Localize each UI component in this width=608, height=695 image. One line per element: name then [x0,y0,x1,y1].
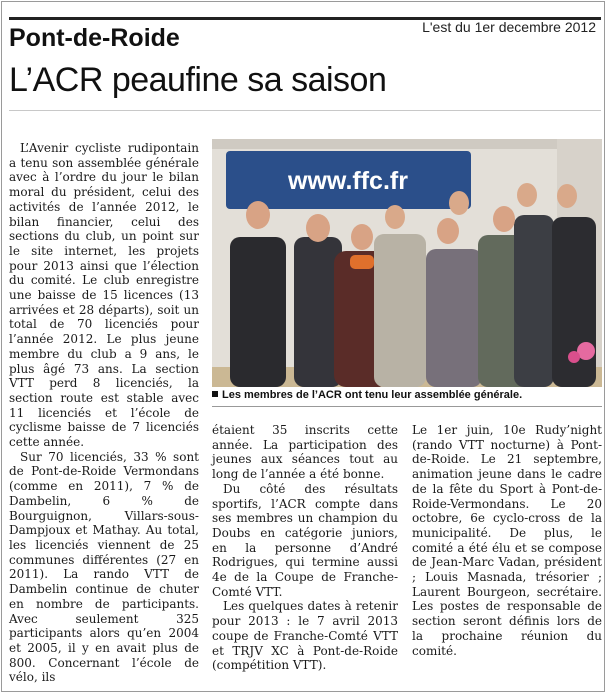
banner-text: www.ffc.fr [288,167,408,195]
paragraph: L’Avenir cycliste rudipontain a tenu son assemblée générale avec à l’ordre du jour le bilan moral du président, celui des activités de l’année 2012, le bilan financier, celui des sections du club, un point sur le site internet, les projets pour 2013 ainsi que l’élection du comité. Le club enregistre une baisse de 15 licences (13 arrivées et 28 départs), soit un total de 70 licenciés pour l’année 2012. Le plus jeune membre du club a 9 ans, le plus âgé 73 ans. La section VTT perd 8 licenciés, la section route est stable avec 11 licenciés et l’école de cyclisme baisse de 7 licenciés cette année. [9,141,199,450]
photo-caption [212,389,602,401]
caption-rule [212,406,602,407]
paragraph: Du côté des résultats sportifs, l’ACR compte dans ses membres un champion du Doubs en catégorie juniors, en la personne d’André Rodrigues, qui termine aussi 4e de la Coupe de Franche-Comté VTT. [212,481,398,599]
paragraph: Le 1er juin, 10e Rudy’night (rando VTT nocturne) à Pont-de-Roide. Le 21 septembre, animation jeune dans le cadre de la fête du Sport à Pont-de-Roide-Vermondans. Le 20 octobre, 6e cyclo-cross de la municipalité. De plus, le comité a été élu et se compose de Jean-Marc Vadan, président ; Louis Masnada, trésorier ; Laurent Bourgeon, secrétaire. Les postes de responsable de section seront définis lors de la prochaine réunion du comité. [412,423,602,658]
source-date: L'est du 1er decembre 2012 [422,19,596,35]
paragraph: Les quelques dates à retenir pour 2013 : le 7 avril 2013 coupe de Franche-Comté VTT et TRJV XC à Pont-de-Roide (compétition VTT). [212,599,398,673]
group-photo [212,139,602,387]
caption-square-icon [212,391,218,397]
article-column-1 [9,141,199,685]
group-photo-illustration [212,139,602,387]
headline-divider [9,110,601,111]
headline: L’ACR peaufine sa saison [9,61,387,99]
article-column-3 [412,423,602,658]
article-column-2 [212,423,398,673]
caption-text: Les membres de l’ACR ont tenu leur assemblée générale. [222,389,523,401]
paragraph: Sur 70 licenciés, 33 % sont de Pont-de-Roide Vermondans (comme en 2011), 7 % de Dambelin, 6 % de Bourguignon, Villars-sous-Dampjoux et Mathay. Au total, les licenciés viennent de 25 communes différentes (27 en 2011). La rando VTT de Dambelin continue de chuter en nombre de participants. Avec seulement 325 participants alors qu’en 2004 et 2005, il y en avait plus de 800. Concernant l’école de vélo, ils [9,449,199,685]
paragraph: étaient 35 inscrits cette année. La participation des jeunes aux séances tout au long de l’année a été bonne. [212,423,398,482]
section-title: Pont-de-Roide [9,24,180,52]
